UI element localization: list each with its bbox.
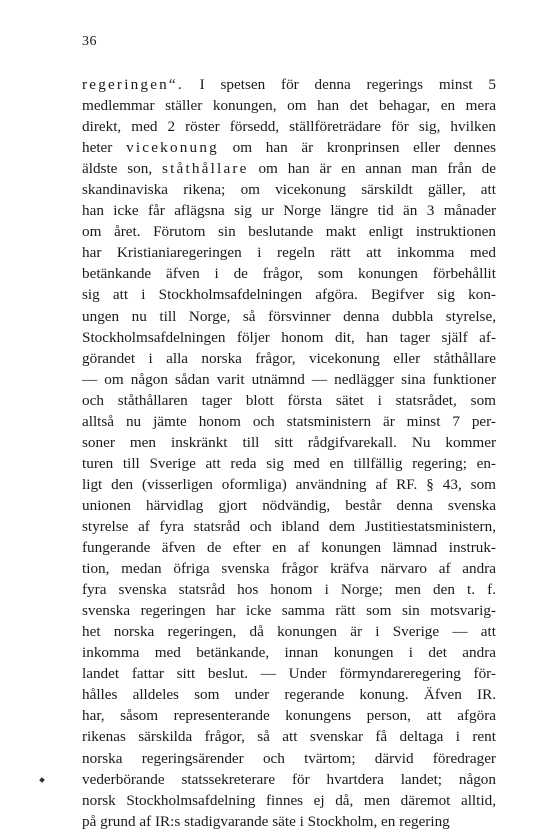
page-number: 36 — [82, 34, 97, 49]
text-line: medlemmar ställer konungen, om han det behagar, en mera — [82, 97, 496, 115]
text-line: heter vicekonung om han är kronprinsen eller dennes — [82, 139, 496, 157]
text-line: ligt den (visserligen oformliga) användning af RF. § 43, som — [82, 475, 496, 493]
text-line: turen till Sverige att reda sig med en tillfällig regering; en- — [82, 454, 496, 472]
text-line: vederbörande statssekreterare för hvartdera landet; någon — [82, 770, 496, 788]
text-line: norsk Stockholmsafdelning finnes ej då, men däremot alltid, — [82, 791, 496, 809]
text-line: och ståthållaren tager blott första sätet i statsrådet, som — [82, 391, 496, 409]
text-line: het norska regeringen, då konungen är i Sverige — att — [82, 623, 496, 641]
text-line: tion, medan öfriga svenska frågor kräfva närvaro af andra — [82, 560, 496, 578]
text-line: unionen härvidlag gjort nödvändig, består denna svenska — [82, 496, 496, 514]
text-line: inkomma med betänkande, innan konungen i det andra — [82, 644, 496, 662]
text-line: görandet i alla norska frågor, vicekonung eller ståthållare — [82, 349, 496, 367]
text-line: fyra svenska statsråd hos honom i Norge; men den t. f. — [82, 581, 496, 599]
text-line: direkt, med 2 röster försedd, ställföreträdare för sig, hvilken — [82, 118, 496, 136]
body-text — [82, 74, 496, 832]
text-line: alltså nu jämte honom och statsministern är minst 7 per- — [82, 412, 496, 430]
text-line: fungerande äfven de efter en af konungen lämnad instruk- — [82, 539, 496, 557]
text-line: ungen nu till Norge, så försvinner denna dubbla styrelse, — [82, 307, 496, 325]
text-line: har Kristianiaregeringen i regeln rätt att inkomma med — [82, 244, 496, 262]
text-line: norska regeringsärender och tvärtom; därvid föredrager — [82, 749, 496, 767]
text-line: landet fattar sitt beslut. — Under förmyndareregering för- — [82, 665, 496, 683]
text-line: äldste son, ståthållare om han är en annan man från de — [82, 160, 496, 178]
scan-speck — [39, 777, 45, 783]
text-line: regeringen“. I spetsen för denna regerings minst 5 — [82, 76, 496, 93]
text-line: hålles alldeles som under regerande konung. Äfven IR. — [82, 686, 496, 704]
text-line: skandinaviska rikena; om vicekonung särskildt gäller, att — [82, 181, 496, 199]
text-line: soner men inskränkt till sitt rådgifvarekall. Nu kommer — [82, 433, 496, 451]
text-line: han icke får aflägsna sig ur Norge längre tid än 3 månader — [82, 202, 496, 220]
text-line: har, såsom representerande konungens person, att afgöra — [82, 707, 496, 725]
text-line: om året. Förutom sin beslutande makt enligt instruktionen — [82, 223, 496, 241]
text-line: — om någon sådan varit utnämnd — nedlägger sina funktioner — [82, 370, 496, 388]
text-line: svenska regeringen har icke samma rätt som sin motsvarig- — [82, 602, 496, 620]
text-line: på grund af IR:s stadigvarande säte i Stockholm, en regering — [82, 812, 450, 830]
text-line: styrelse af fyra statsråd och ibland dem Justitiestatsministern, — [82, 517, 496, 535]
text-line: rikenas särskilda frågor, så att svenskar få deltaga i rent — [82, 728, 496, 746]
text-line: Stockholmsafdelningen följer honom dit, han tager själf af- — [82, 328, 496, 346]
text-line: sig att i Stockholmsafdelningen afgöra. Begifver sig kon- — [82, 286, 496, 304]
text-line: betänkande äfven i de frågor, som konungen förbehållit — [82, 265, 496, 283]
